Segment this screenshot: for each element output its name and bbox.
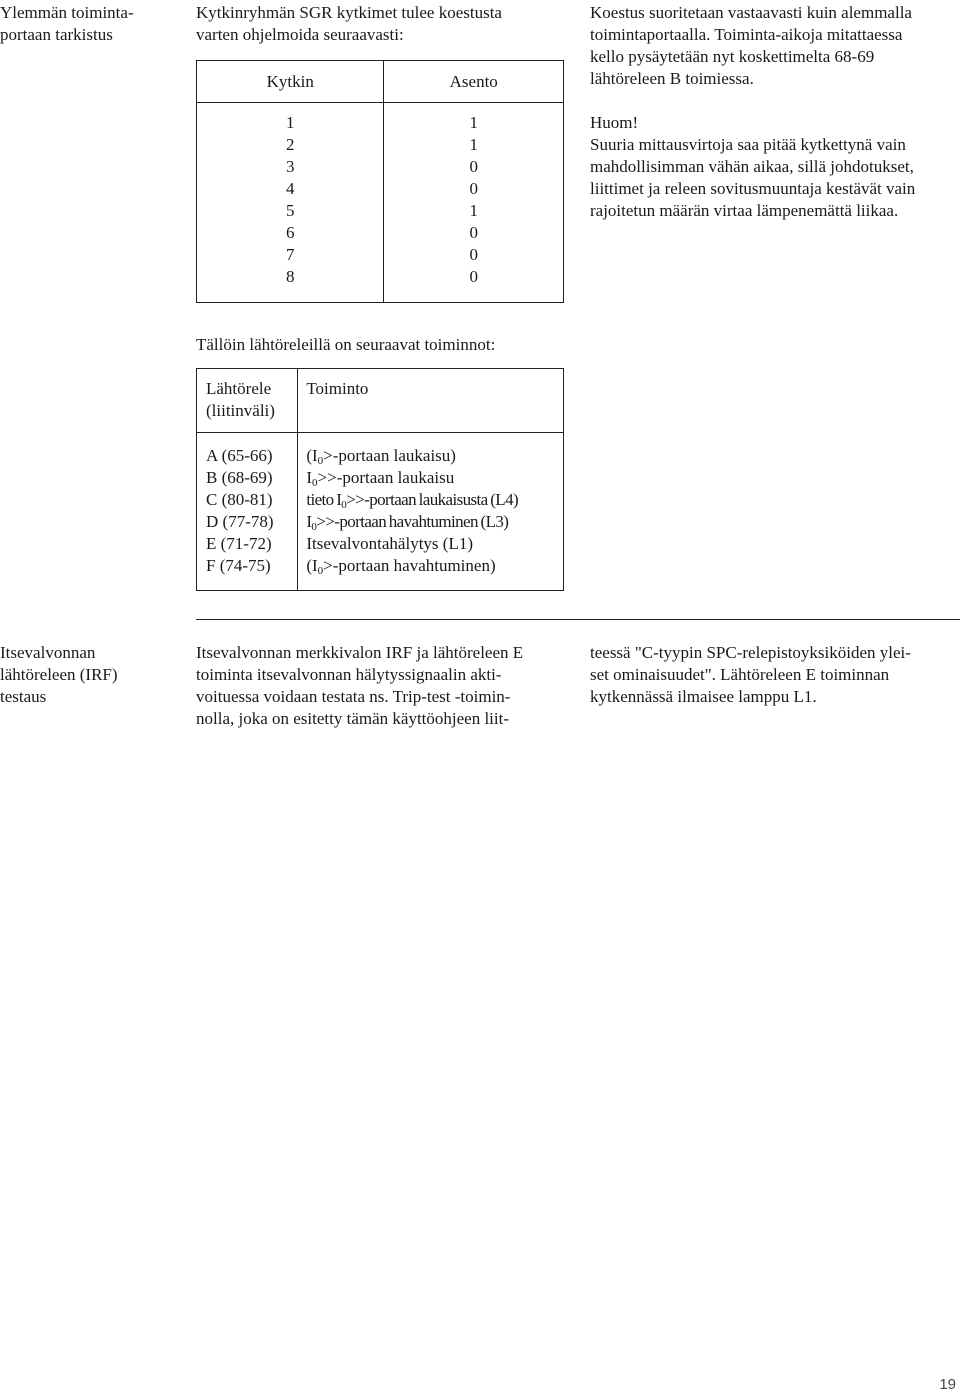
function-subscript: 0 xyxy=(317,455,324,467)
switch-column xyxy=(197,103,384,303)
position-cell: 1 xyxy=(469,113,478,132)
switch-cell: 7 xyxy=(285,245,295,264)
function-subscript: 0 xyxy=(311,521,317,533)
function-cell xyxy=(306,489,563,511)
function-cell xyxy=(306,511,563,533)
function-text: >-portaan havahtuminen) xyxy=(323,556,496,575)
relay-cell: C (80-81) xyxy=(206,490,273,509)
irf-test-text-right: teessä "C-tyypin SPC-relepistoyksiköiden ylei- set ominaisuudet". Lähtöreleen E toiminnan kytkennässä ilmaisee lamppu L1. xyxy=(590,643,911,706)
relay-intro-text: Tällöin lähtöreleillä on seuraavat toiminnot: xyxy=(196,335,496,354)
switch-cell: 5 xyxy=(285,201,295,220)
function-subscript: 0 xyxy=(317,565,324,577)
switch-cell: 2 xyxy=(285,135,295,154)
testing-procedure-text: Koestus suoritetaan vastaavasti kuin alemmalla toimintaportaalla. Toiminta-aikoja mitattaessa kello pysäytetään nyt koskettimelta 68-69 lähtöreleen B toimiessa. xyxy=(590,3,912,88)
switch-cell: 1 xyxy=(285,113,295,132)
switch-cell: 8 xyxy=(285,267,295,286)
switch-header-label: Kytkin xyxy=(266,71,314,91)
relay-cell: D (77-78) xyxy=(206,512,274,531)
relay-cell: F (74-75) xyxy=(206,556,271,575)
switch-header xyxy=(197,61,384,103)
function-column xyxy=(298,433,564,591)
function-text: >>-portaan havahtuminen (L3) xyxy=(316,512,509,531)
function-text: (I xyxy=(306,446,318,465)
relay-cell: B (68-69) xyxy=(206,468,273,487)
relay-column xyxy=(197,433,298,591)
irf-test-text-mid: Itsevalvonnan merkkivalon IRF ja lähtöreleen E toiminta itsevalvonnan hälytyssignaalin akti- voituessa voidaan testata ns. Trip-test -toimin- nolla, joka on esitetty tämän käyttöohjeen liit- xyxy=(196,643,524,728)
function-cell xyxy=(306,533,563,555)
position-cell: 0 xyxy=(469,179,478,198)
function-cell xyxy=(306,445,563,467)
relay-cell: A (65-66) xyxy=(206,446,273,465)
page-number: 19 xyxy=(939,1376,956,1393)
function-subscript: 0 xyxy=(341,499,347,511)
section-divider xyxy=(196,619,960,620)
position-cell: 0 xyxy=(469,223,478,242)
relay-header: Lähtörele (liitinväli) xyxy=(197,369,298,433)
function-subscript: 0 xyxy=(312,477,318,489)
function-text: >-portaan laukaisu) xyxy=(323,446,456,465)
position-cell: 0 xyxy=(469,267,478,286)
function-text: >>-portaan laukaisu xyxy=(317,468,455,487)
function-text: (I xyxy=(306,556,318,575)
side-heading-irf-test: Itsevalvonnan lähtöreleen (IRF) testaus xyxy=(0,643,118,706)
switch-cell: 4 xyxy=(285,179,295,198)
function-cell xyxy=(306,467,563,489)
function-text: Itsevalvontahälytys (L1) xyxy=(306,534,473,553)
switch-cell: 6 xyxy=(285,223,295,242)
position-cell: 1 xyxy=(469,135,478,154)
function-text: >>-portaan laukaisusta (L4) xyxy=(346,490,519,509)
position-header-label: Asento xyxy=(449,71,498,91)
switch-table xyxy=(196,60,564,303)
position-cell: 1 xyxy=(469,201,478,220)
position-cell: 0 xyxy=(469,157,478,176)
function-text: I xyxy=(306,512,312,531)
note-text: Suuria mittausvirtoja saa pitää kytkettynä vain mahdollisimman vähän aikaa, sillä johdotukset, liittimet ja releen sovitusmuuntaja kestävät vain rajoitetun määrän virtaa lämpenemättä liikaa. xyxy=(590,135,916,220)
function-header: Toiminto xyxy=(298,369,564,433)
switch-intro-text: Kytkinryhmän SGR kytkimet tulee koestusta varten ohjelmoida seuraavasti: xyxy=(196,3,502,44)
position-cell: 0 xyxy=(469,245,478,264)
relay-cell: E (71-72) xyxy=(206,534,272,553)
note-title: Huom! xyxy=(590,113,639,132)
function-cell xyxy=(306,555,563,577)
function-text: I xyxy=(306,468,313,487)
position-header xyxy=(384,61,564,103)
switch-cell: 3 xyxy=(285,157,295,176)
side-heading-upper-stage-check: Ylemmän toiminta- portaan tarkistus xyxy=(0,3,134,44)
relay-function-table xyxy=(196,368,564,591)
position-column xyxy=(384,103,564,303)
function-text: tieto I xyxy=(306,490,342,509)
